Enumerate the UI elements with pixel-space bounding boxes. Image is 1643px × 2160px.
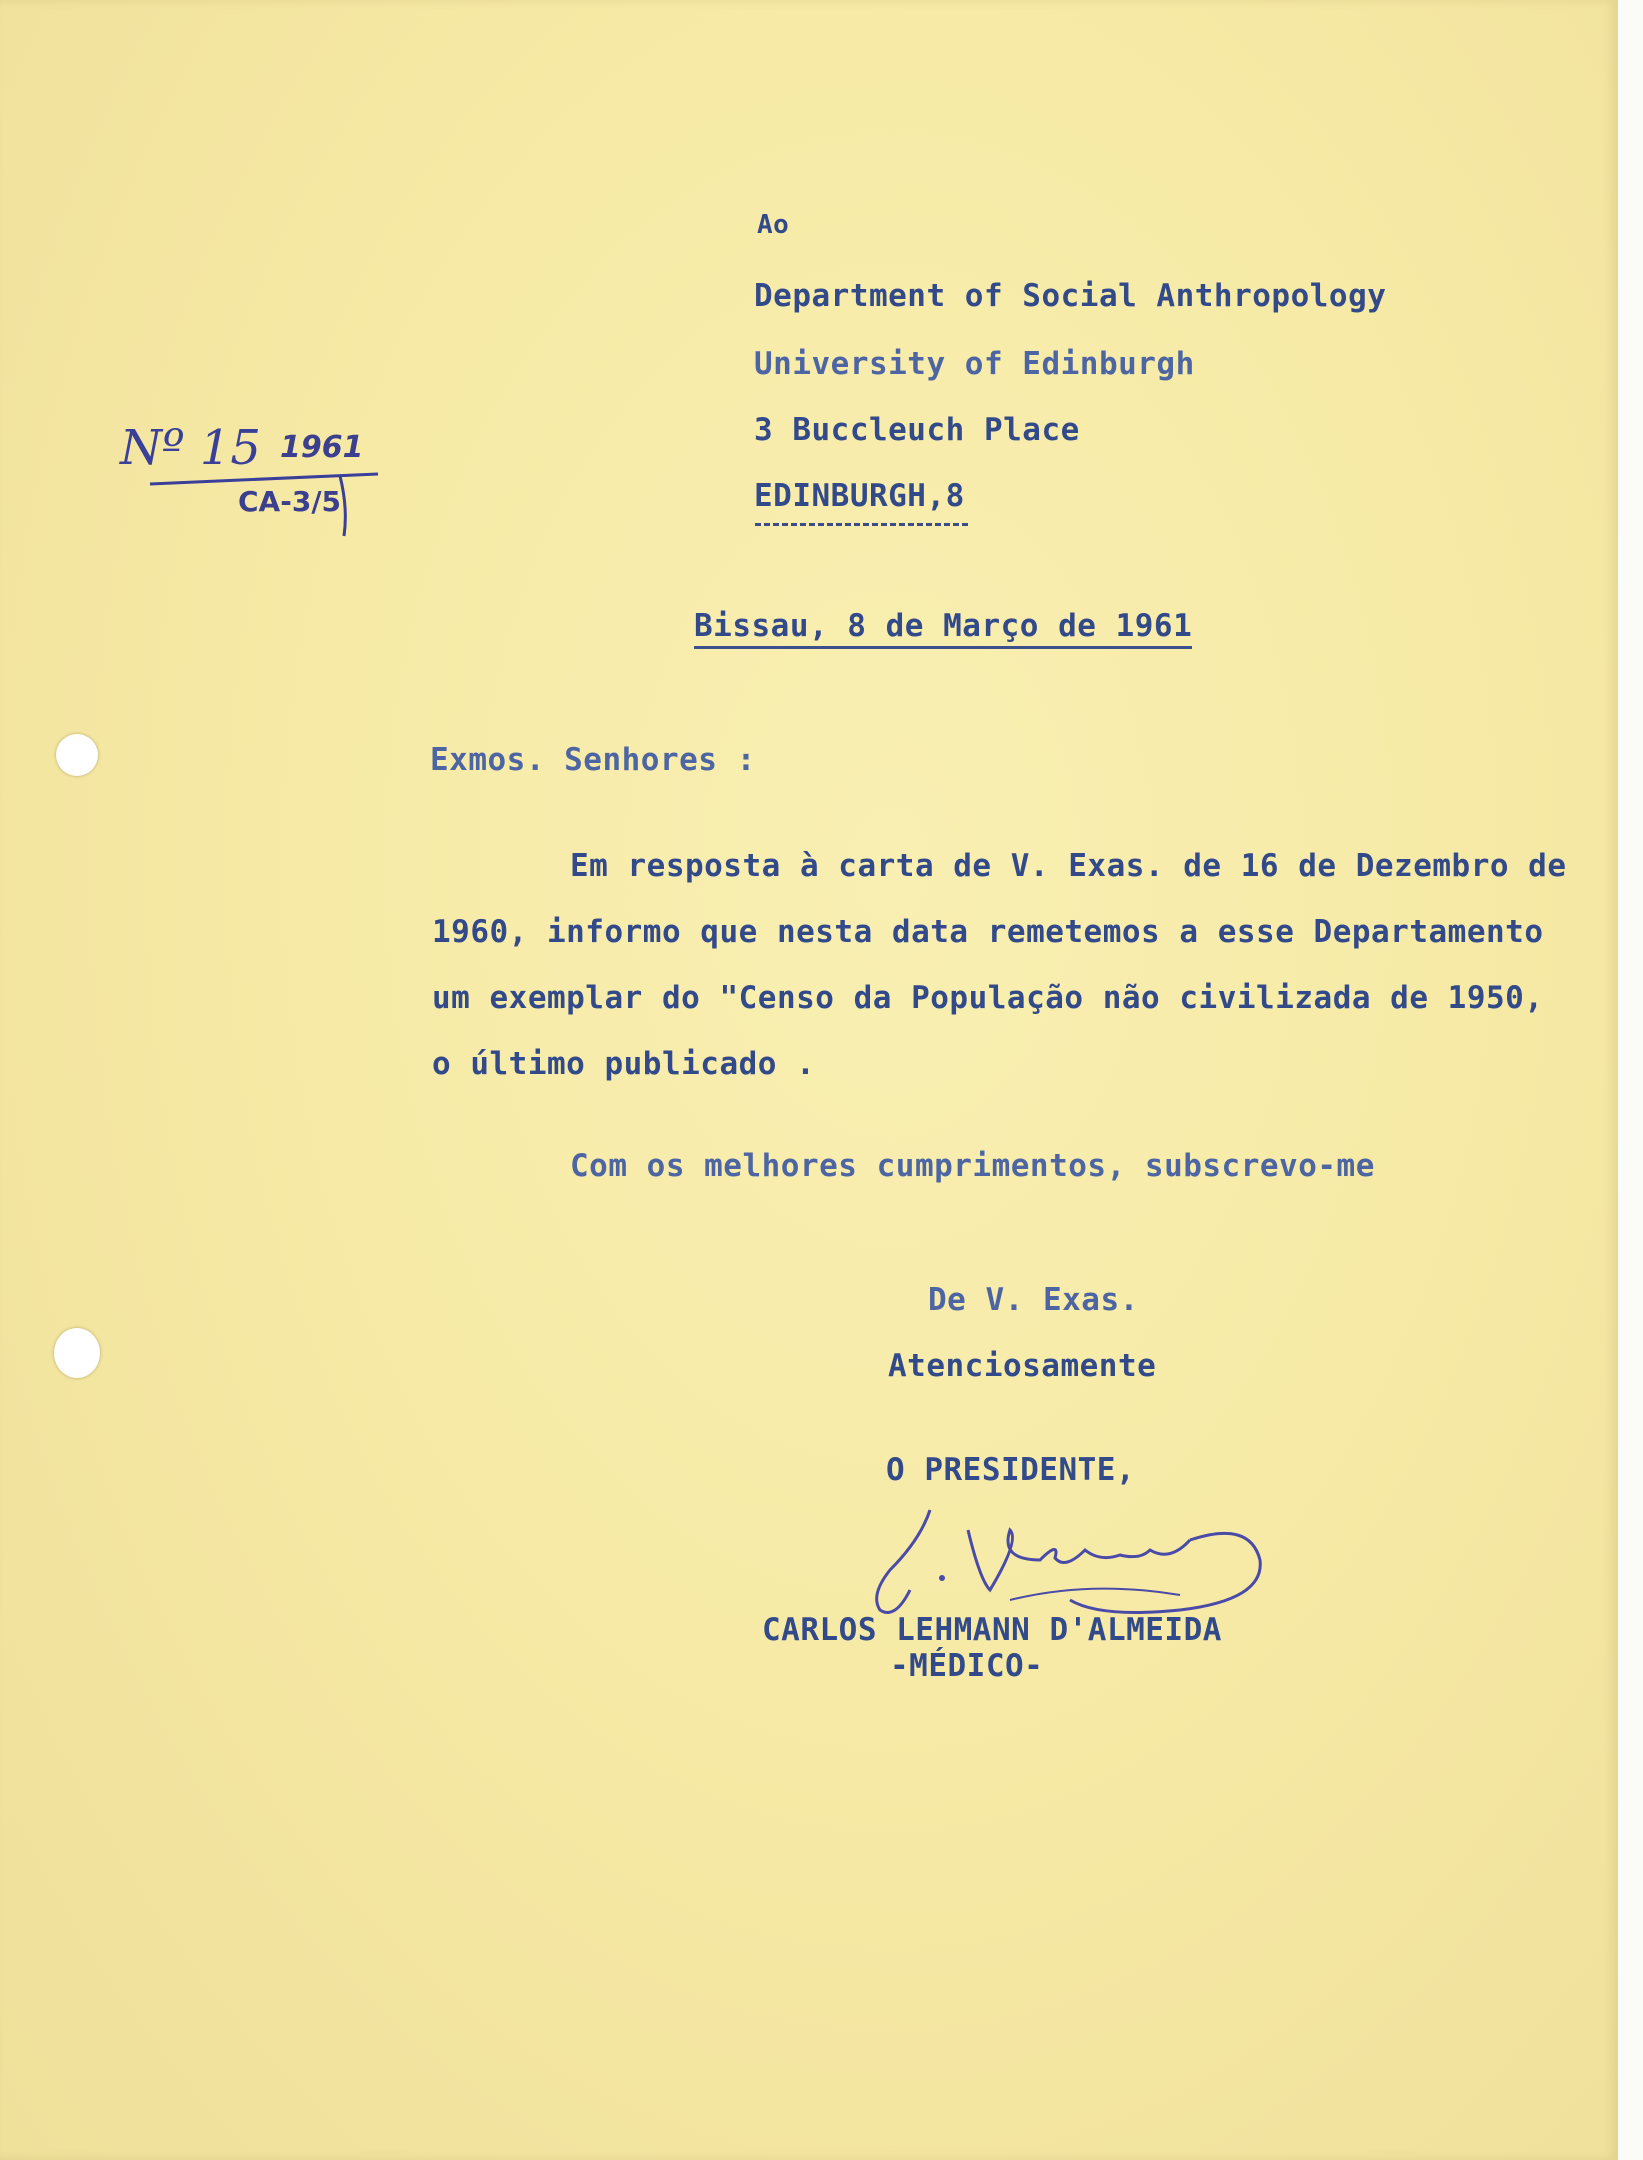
reference-year: 1961 bbox=[280, 430, 364, 465]
reference-code: CA-3/5 bbox=[238, 485, 342, 518]
recipient-salutation: Ao bbox=[757, 210, 790, 240]
signoff-title: O PRESIDENTE, bbox=[886, 1452, 1136, 1488]
city-underline bbox=[755, 523, 968, 526]
body-line-3: um exemplar do "Censo da População não civilizada de 1950, bbox=[432, 980, 1544, 1016]
recipient-department: Department of Social Anthropology bbox=[754, 278, 1387, 314]
punch-hole-top bbox=[56, 734, 98, 776]
date-line bbox=[694, 608, 1192, 644]
recipient-city: EDINBURGH,8 bbox=[754, 478, 965, 514]
signatory-profession: -MÉDICO- bbox=[890, 1648, 1044, 1684]
signoff-line-2: Atenciosamente bbox=[888, 1348, 1157, 1384]
punch-hole-bottom bbox=[54, 1328, 100, 1378]
recipient-street: 3 Buccleuch Place bbox=[754, 412, 1080, 448]
signatory-name: CARLOS LEHMANN D'ALMEIDA bbox=[762, 1612, 1222, 1648]
greeting: Exmos. Senhores : bbox=[430, 742, 756, 778]
signoff-line-1: De V. Exas. bbox=[928, 1282, 1139, 1318]
body-line-4: o último publicado . bbox=[432, 1046, 816, 1082]
body-line-1: Em resposta à carta de V. Exas. de 16 de Dezembro de bbox=[570, 848, 1567, 884]
body-line-2: 1960, informo que nesta data remetemos a esse Departamento bbox=[432, 914, 1544, 950]
date-text: Bissau, 8 de Março de 1961 bbox=[694, 608, 1192, 649]
page-edge bbox=[1618, 0, 1643, 2160]
reference-number: Nº 15 bbox=[120, 420, 261, 476]
recipient-university: University of Edinburgh bbox=[754, 346, 1195, 382]
closing-line: Com os melhores cumprimentos, subscrevo-me bbox=[570, 1148, 1375, 1184]
